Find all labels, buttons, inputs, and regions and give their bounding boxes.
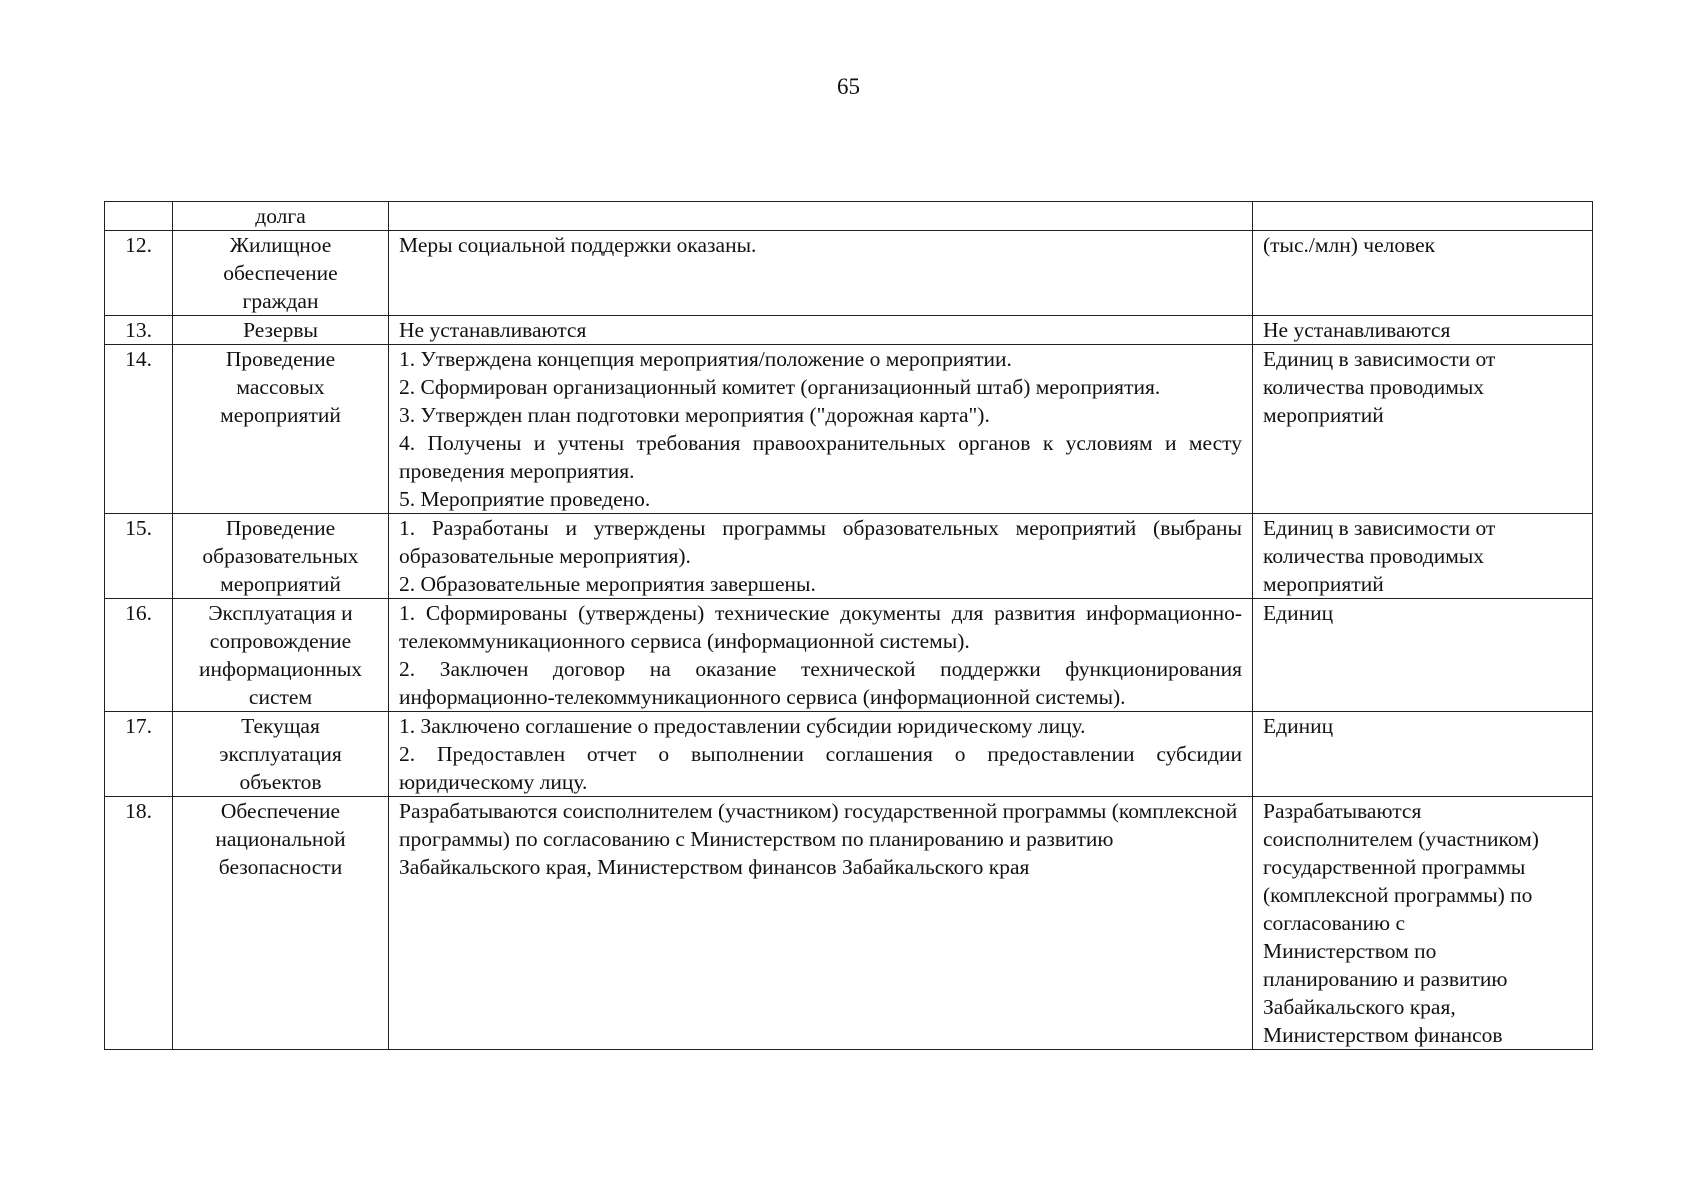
activity-name-cell	[173, 599, 389, 712]
activity-name-cell	[173, 231, 389, 316]
activity-name-line: эксплуатация	[219, 742, 342, 766]
activity-name-line: граждан	[242, 289, 319, 313]
result-cell	[389, 797, 1253, 1050]
activity-name-cell	[173, 202, 389, 231]
activity-name-line: мероприятий	[220, 572, 341, 596]
unit-line: мероприятий	[1263, 403, 1384, 427]
result-line: 2. Предоставлен отчет о выполнении соглашения о предоставлении субсидии юридическому лицу.	[399, 742, 1242, 794]
result-cell	[389, 202, 1253, 231]
unit-cell	[1253, 202, 1593, 231]
unit-line: количества проводимых	[1263, 544, 1485, 568]
activity-name-line: массовых	[236, 375, 325, 399]
activity-name-line: объектов	[239, 770, 322, 794]
row-number: 14.	[105, 345, 173, 514]
result-cell	[389, 316, 1253, 345]
unit-cell	[1253, 345, 1593, 514]
activity-name-line: информационных	[198, 657, 363, 681]
result-line: 1. Заключено соглашение о предоставлении субсидии юридическому лицу.	[399, 714, 1086, 738]
activity-name-line: Проведение	[225, 347, 336, 371]
result-line: 1. Разработаны и утверждены программы образовательных мероприятий (выбраны образовательные мероприятия).	[399, 516, 1242, 568]
result-line: 1. Утверждена концепция мероприятия/положение о мероприятии.	[399, 347, 1012, 371]
table-row	[105, 202, 1593, 231]
activity-name-cell	[173, 712, 389, 797]
table-row	[105, 231, 1593, 316]
row-number: 18.	[105, 797, 173, 1050]
result-line: Не устанавливаются	[399, 318, 587, 342]
unit-line: (комплексной программы) по	[1263, 883, 1533, 907]
activity-name-cell	[173, 316, 389, 345]
result-cell	[389, 231, 1253, 316]
unit-line: Единиц	[1263, 601, 1334, 625]
activity-name-line: обеспечение	[223, 261, 338, 285]
unit-cell	[1253, 797, 1593, 1050]
unit-cell	[1253, 514, 1593, 599]
activity-name-cell	[173, 797, 389, 1050]
result-line: 2. Образовательные мероприятия завершены.	[399, 572, 816, 596]
table-body	[105, 202, 1593, 1050]
activity-name-cell	[173, 514, 389, 599]
result-cell	[389, 712, 1253, 797]
row-number	[105, 202, 173, 231]
activity-name-line: образовательных	[202, 544, 359, 568]
activity-name-line: Проведение	[225, 516, 336, 540]
activity-name-line: долга	[255, 204, 306, 228]
result-line: 5. Мероприятие проведено.	[399, 487, 651, 511]
row-number: 15.	[105, 514, 173, 599]
row-number: 12.	[105, 231, 173, 316]
table-row	[105, 797, 1593, 1050]
activity-name-line: Эксплуатация и	[208, 601, 353, 625]
result-line: 4. Получены и учтены требования правоохранительных органов к условиям и месту проведения мероприятия.	[399, 431, 1242, 483]
activity-name-line: сопровождение	[209, 629, 352, 653]
table-row	[105, 599, 1593, 712]
activity-name-line: систем	[248, 685, 313, 709]
result-cell	[389, 514, 1253, 599]
unit-line: Единиц в зависимости от	[1263, 347, 1496, 371]
table-row	[105, 316, 1593, 345]
result-line: 1. Сформированы (утверждены) технические документы для развития информационно-телекоммуникационного сервиса (информационной системы).	[399, 601, 1242, 653]
unit-line: Не устанавливаются	[1263, 318, 1451, 342]
unit-line: согласованию с	[1263, 911, 1405, 935]
unit-line: планированию и развитию	[1263, 967, 1508, 991]
unit-cell	[1253, 231, 1593, 316]
activity-name-line: национальной	[215, 827, 346, 851]
page-number: 65	[837, 74, 860, 99]
activity-name-line: Обеспечение	[220, 799, 341, 823]
row-number: 17.	[105, 712, 173, 797]
result-line: 3. Утвержден план подготовки мероприятия ("дорожная карта").	[399, 403, 990, 427]
activity-name-line: Текущая	[241, 714, 320, 738]
table-row	[105, 345, 1593, 514]
result-line: Меры социальной поддержки оказаны.	[399, 233, 757, 257]
result-line: 2. Заключен договор на оказание технической поддержки функционирования информационно-телекоммуникационного сервиса (информационной системы).	[399, 657, 1242, 709]
unit-line: государственной программы	[1263, 855, 1526, 879]
row-number: 13.	[105, 316, 173, 345]
row-number: 16.	[105, 599, 173, 712]
unit-line: (тыс./млн) человек	[1263, 233, 1436, 257]
table-row	[105, 514, 1593, 599]
unit-line: количества проводимых	[1263, 375, 1485, 399]
unit-cell	[1253, 712, 1593, 797]
activity-name-cell	[173, 345, 389, 514]
unit-line: Единиц	[1263, 714, 1334, 738]
activity-name-line: мероприятий	[220, 403, 341, 427]
activity-name-line: безопасности	[218, 855, 343, 879]
unit-line: Забайкальского края,	[1263, 995, 1456, 1019]
unit-line: мероприятий	[1263, 572, 1384, 596]
unit-line: Министерством по	[1263, 939, 1437, 963]
unit-line: соисполнителем (участником)	[1263, 827, 1539, 851]
result-line: 2. Сформирован организационный комитет (организационный штаб) мероприятия.	[399, 375, 1161, 399]
result-line: Разрабатываются соисполнителем (участником) государственной программы (комплексной программы) по согласованию с Министерством по планированию и развитию Забайкальского края, Министерством финансов Забайкальского края	[399, 799, 1238, 879]
result-cell	[389, 599, 1253, 712]
unit-cell	[1253, 599, 1593, 712]
activity-name-line: Резервы	[243, 318, 318, 342]
unit-line: Министерством финансов	[1263, 1023, 1503, 1047]
result-cell	[389, 345, 1253, 514]
unit-line: Разрабатываются	[1263, 799, 1422, 823]
table-row	[105, 712, 1593, 797]
results-table	[104, 201, 1593, 1050]
unit-line: Единиц в зависимости от	[1263, 516, 1496, 540]
activity-name-line: Жилищное	[229, 233, 332, 257]
unit-cell	[1253, 316, 1593, 345]
